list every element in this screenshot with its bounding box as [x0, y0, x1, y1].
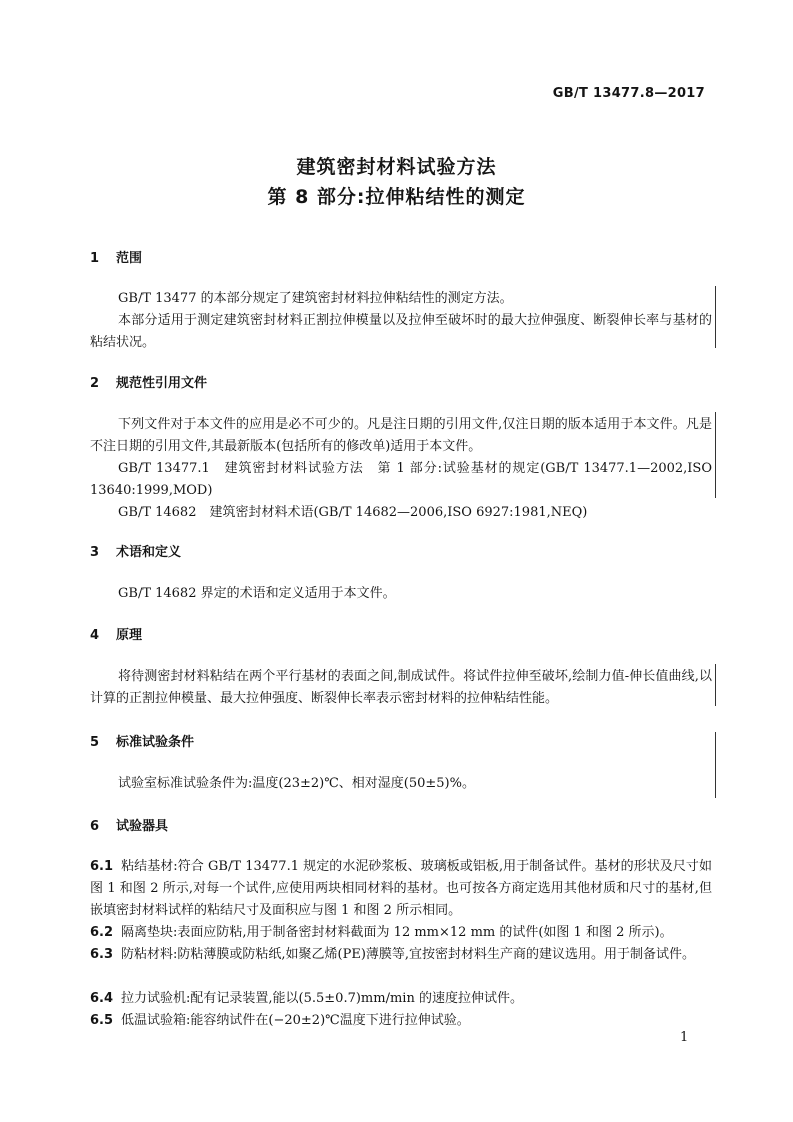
section-number: 5 [90, 735, 100, 750]
section-number: 2 [90, 376, 100, 391]
clause-text: 拉力试验机:配有记录装置,能以(5.5±0.7)mm/min 的速度拉伸试件。 [121, 991, 523, 1006]
section-number: 4 [90, 628, 100, 643]
clause-6-2 [90, 922, 712, 944]
section-4-heading [90, 627, 142, 645]
change-bar [715, 664, 716, 706]
clause-number: 6.4 [90, 991, 114, 1006]
section-title: 术语和定义 [116, 545, 182, 560]
clause-6-4 [90, 988, 712, 1010]
section-title: 规范性引用文件 [116, 376, 208, 391]
section-1-paragraph-1: GB/T 13477 的本部分规定了建筑密封材料拉伸粘结性的测定方法。 [118, 291, 513, 306]
section-1-heading [90, 250, 142, 268]
clause-number: 6.1 [90, 859, 114, 874]
section-title: 原理 [116, 628, 143, 643]
clause-text: 低温试验箱:能容纳试件在(−20±2)℃温度下进行拉伸试验。 [121, 1013, 470, 1028]
section-number: 3 [90, 545, 100, 560]
change-bar [715, 412, 716, 498]
section-2-paragraph-1: 下列文件对于本文件的应用是必不可少的。凡是注日期的引用文件,仅注日期的版本适用于本文件。凡是不注日期的引用文件,其最新版本(包括所有的修改单)适用于本文件。 [90, 417, 712, 454]
section-5-paragraph-1: 试验室标准试验条件为:温度(23±2)℃、相对湿度(50±5)%。 [118, 776, 475, 791]
page-number: 1 [680, 1030, 689, 1045]
section-4-paragraph-1: 将待测密封材料粘结在两个平行基材的表面之间,制成试件。将试件拉伸至破坏,绘制力值-伸长值曲线,以计算的正割拉伸模量、最大拉伸强度、断裂伸长率表示密封材料的拉伸粘结性能。 [90, 669, 712, 706]
clause-6-1 [90, 856, 712, 922]
document-title [0, 152, 793, 212]
section-title: 标准试验条件 [116, 735, 195, 750]
section-2-reference-2: GB/T 14682 建筑密封材料术语(GB/T 14682—2006,ISO 6927:1981,NEQ) [118, 505, 588, 520]
section-3-paragraph-1: GB/T 14682 界定的术语和定义适用于本文件。 [118, 586, 396, 601]
change-bar [715, 732, 716, 798]
section-number: 1 [90, 251, 100, 266]
section-number: 6 [90, 819, 100, 834]
clause-6-3 [90, 944, 712, 966]
change-bar [715, 286, 716, 348]
section-1-paragraph-2: 本部分适用于测定建筑密封材料正割拉伸模量以及拉伸至破坏时的最大拉伸强度、断裂伸长率与基材的粘结状况。 [90, 313, 712, 350]
section-2-reference-1: GB/T 13477.1 建筑密封材料试验方法 第 1 部分:试验基材的规定(GB/T 13477.1—2002,ISO 13640:1999,MOD) [90, 461, 712, 498]
clause-number: 6.3 [90, 947, 114, 962]
clause-text: 隔离垫块:表面应防粘,用于制备密封材料截面为 12 mm×12 mm 的试件(如图 1 和图 2 所示)。 [121, 925, 673, 940]
clause-number: 6.2 [90, 925, 114, 940]
section-title: 范围 [116, 251, 143, 266]
standard-number: GB/T 13477.8—2017 [552, 86, 705, 101]
clause-number: 6.5 [90, 1013, 114, 1028]
section-title: 试验器具 [116, 819, 169, 834]
section-2-heading [90, 375, 207, 393]
section-3-heading [90, 544, 181, 562]
title-line-2: 第 8 部分:拉伸粘结性的测定 [267, 186, 526, 208]
section-5-heading [90, 734, 194, 752]
clause-text: 粘结基材:符合 GB/T 13477.1 规定的水泥砂浆板、玻璃板或铝板,用于制备试件。基材的形状及尺寸如图 1 和图 2 所示,对每一个试件,应使用两块相同材料的基材。也可按各方商定选用其他材质和尺寸的基材,但嵌填密封材料试样的粘结尺寸及面积应与图 1 和图 2 所示相同。 [90, 859, 712, 918]
title-line-1: 建筑密封材料试验方法 [296, 156, 497, 178]
section-6-heading [90, 818, 168, 836]
clause-text: 防粘材料:防粘薄膜或防粘纸,如聚乙烯(PE)薄膜等,宜按密封材料生产商的建议选用。用于制备试件。 [121, 947, 696, 962]
clause-6-5 [90, 1010, 712, 1032]
